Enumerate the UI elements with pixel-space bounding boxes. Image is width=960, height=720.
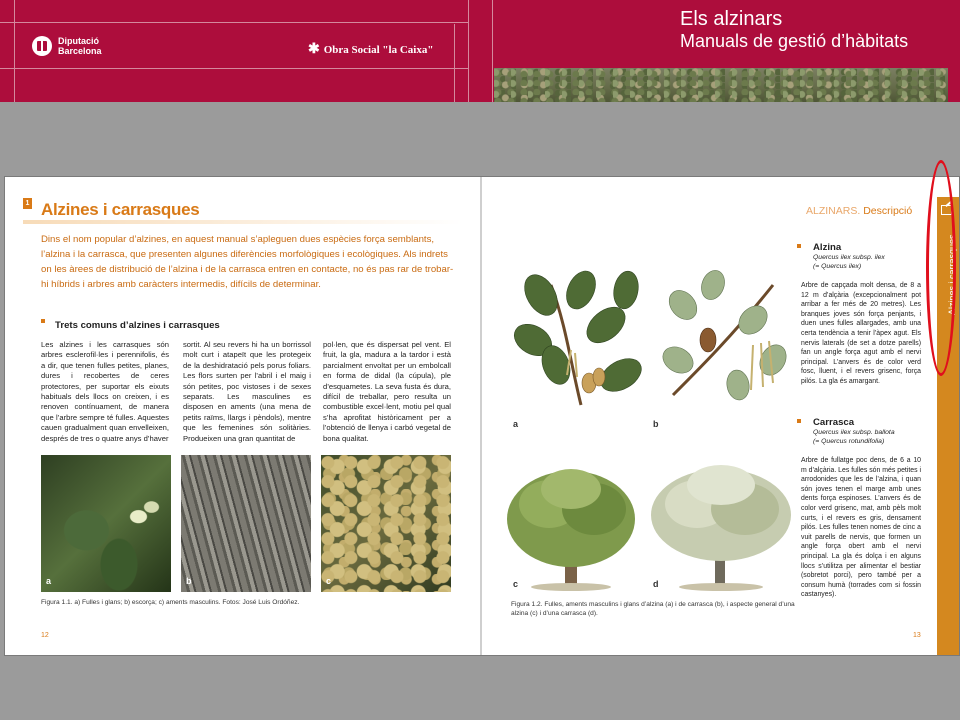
forest-photo-strip — [494, 68, 948, 102]
diputacio-emblem-icon — [32, 36, 52, 56]
illustration-carrasca-branch — [653, 265, 795, 415]
species-bullet — [797, 419, 801, 423]
species-synonym: (= Quercus ilex) — [813, 263, 862, 270]
species-carrasca — [801, 417, 921, 600]
org2-name: Obra Social "la Caixa" — [323, 43, 434, 56]
illustration-alzina-branch — [511, 265, 657, 415]
right-page — [481, 177, 959, 655]
running-header-section: ALZINARS. — [806, 205, 861, 217]
species-bullet — [797, 244, 801, 248]
running-header-topic: Descripció — [863, 205, 913, 217]
photo-bark — [181, 455, 311, 592]
org1-line1: Diputació — [58, 36, 100, 46]
org1-line2: Barcelona — [58, 46, 102, 56]
species-alzina — [801, 242, 921, 387]
photo-label: b — [186, 576, 192, 586]
text-column-2: sortit. Al seu revers hi ha un borrissol molt curt i atapeït que les protegeix de la deshidratació pels porus foliars. Les flors surten per l’abril i el maig i són petites, poc vistoses i de sexes separats. Les masculines es disposen en aments (una mena de petits raïms, llargs i pèndols), mentre que les femenines són solitàries. Produeixen una gran quantitat de — [183, 340, 311, 443]
species-description: Arbre de fullatge poc dens, de 6 a 10 m d’alçària. Les fulles són més petites i arrodonides que les de l’alzina, i quan són joves tenen el marge amb unes dents força espinoses. L’anvers és de color verd grisenc, mat, amb pèls molt curts, i el revers es gris, densament pilós. Les fulles tenen nomes de cinc a vuit parells de nervis, que formen un angle força obert amb el nervi principal. La gla és dolça i en alguns llocs s’utilitza per alimentar el bestiar (sobretot porci), pero també per a consum humà (torrades com si fossin castanyes). — [801, 457, 921, 599]
running-header — [806, 205, 912, 217]
photo-label: a — [46, 576, 52, 586]
diputacio-logo — [32, 36, 102, 56]
photo-label: c — [326, 576, 332, 586]
section-title — [41, 320, 220, 331]
banner-subtitle: Manuals de gestió d’hàbitats — [680, 31, 909, 51]
banner-rule — [468, 0, 469, 102]
banner-title: Els alzinars — [680, 8, 783, 30]
left-page — [5, 177, 480, 655]
banner-rule — [0, 68, 468, 69]
book-spread — [4, 176, 960, 656]
chapter-rule — [23, 220, 463, 224]
intro-paragraph: Dins el nom popular d’alzines, en aquest manual s’apleguen dues espècies força semblants, l’alzina i la carrasca, que presenten algunes diferències morfològiques i ecològiques. Als indrets on les àrees de distribució de l’alzina i de la carrasca entren en contacte, no és pas rar de trobar-hi híbrids i arbres amb caràcters intermedis, difícils de determinar. — [41, 234, 454, 290]
banner-rule — [0, 22, 468, 23]
text-column-1: Les alzines i les carrasques són arbres esclerofil·les i perennifolis, és a dir, que tenen fulles petites, planes, dures i recobertes de ceres protectores, per suportar els eixuts habituals dels llocs on creixen, i es renoven contínuament, de manera que l’arbre sempre té fulles. Aquestes cauen gradualment quan envelleixen, després de tres o quatre anys d’haver — [41, 340, 169, 443]
banner-rule — [14, 0, 15, 102]
illustration-label: a — [513, 419, 519, 429]
highlight-circle — [926, 160, 956, 376]
species-name: Alzina — [813, 242, 842, 253]
side-tab-label: Alzines i carrasques — [947, 234, 957, 315]
photo-catkins — [321, 455, 451, 592]
section-title-text: Trets comuns d’alzines i carrasques — [55, 320, 220, 331]
header-banner — [0, 0, 960, 102]
photo-leaves-acorns — [41, 455, 171, 592]
figure-caption: Figura 1.2. Fulles, aments masculins i glans d’alzina (a) i de carrasca (b), i aspecte general d’una alzina (c) i d’una carrasca (d). — [511, 601, 795, 617]
obra-social-logo — [308, 41, 433, 58]
page-number: 13 — [913, 632, 921, 639]
species-name: Carrasca — [813, 417, 855, 428]
illustration-carrasca-tree — [645, 449, 797, 591]
chapter-title: Alzines i carrasques — [41, 200, 200, 219]
banner-rule — [492, 0, 493, 102]
text-column-3: pol·len, que és dispersat pel vent. El fruit, la gla, madura a la tardor i està parcialment envoltat per un embolcall en forma de didal (la cúpula), ple d’esquametes. La seva fusta és dura, difícil de treballar, pero resulta un combustible excel·lent, motiu pel qual s’ha aprofitat històricament per a l’obtenció de llenya i carbó vegetal de bona qualitat. — [323, 340, 451, 443]
figure-caption: Figura 1.1. a) Fulles i glans; b) escorça; c) aments masculins. Fotos: José Luis Ordóñez. — [41, 599, 300, 606]
illustration-label: b — [653, 419, 659, 429]
illustration-alzina-tree — [499, 449, 645, 591]
banner-title-block — [680, 8, 908, 52]
page-number: 12 — [41, 632, 49, 639]
illustration-label: d — [653, 579, 659, 589]
species-latin: Quercus ilex subsp. ilex — [813, 254, 885, 261]
species-latin: Quercus ilex subsp. ballota — [813, 429, 895, 436]
chapter-number: 1 — [23, 198, 32, 209]
species-description: Arbre de capçada molt densa, de 8 a 12 m d’alçària (excepcionalment pot arribar a fer més de 20 metres). Les branques joves són força penjants, i duen unes fulles allargades, amb una certa tendència a tenir l’àpex agut. Els nervis laterals (de set a dotze parells) fan un angle força agut amb el nervi principal. L’anvers és de color verd fosc, lluent, i el revers grisenc, força pilós. La gla és amargant. — [801, 282, 921, 385]
star-icon: ✱ — [308, 42, 320, 57]
banner-rule — [454, 24, 455, 102]
illustration-label: c — [513, 579, 519, 589]
species-synonym: (= Quercus rotundifolia) — [813, 438, 885, 445]
